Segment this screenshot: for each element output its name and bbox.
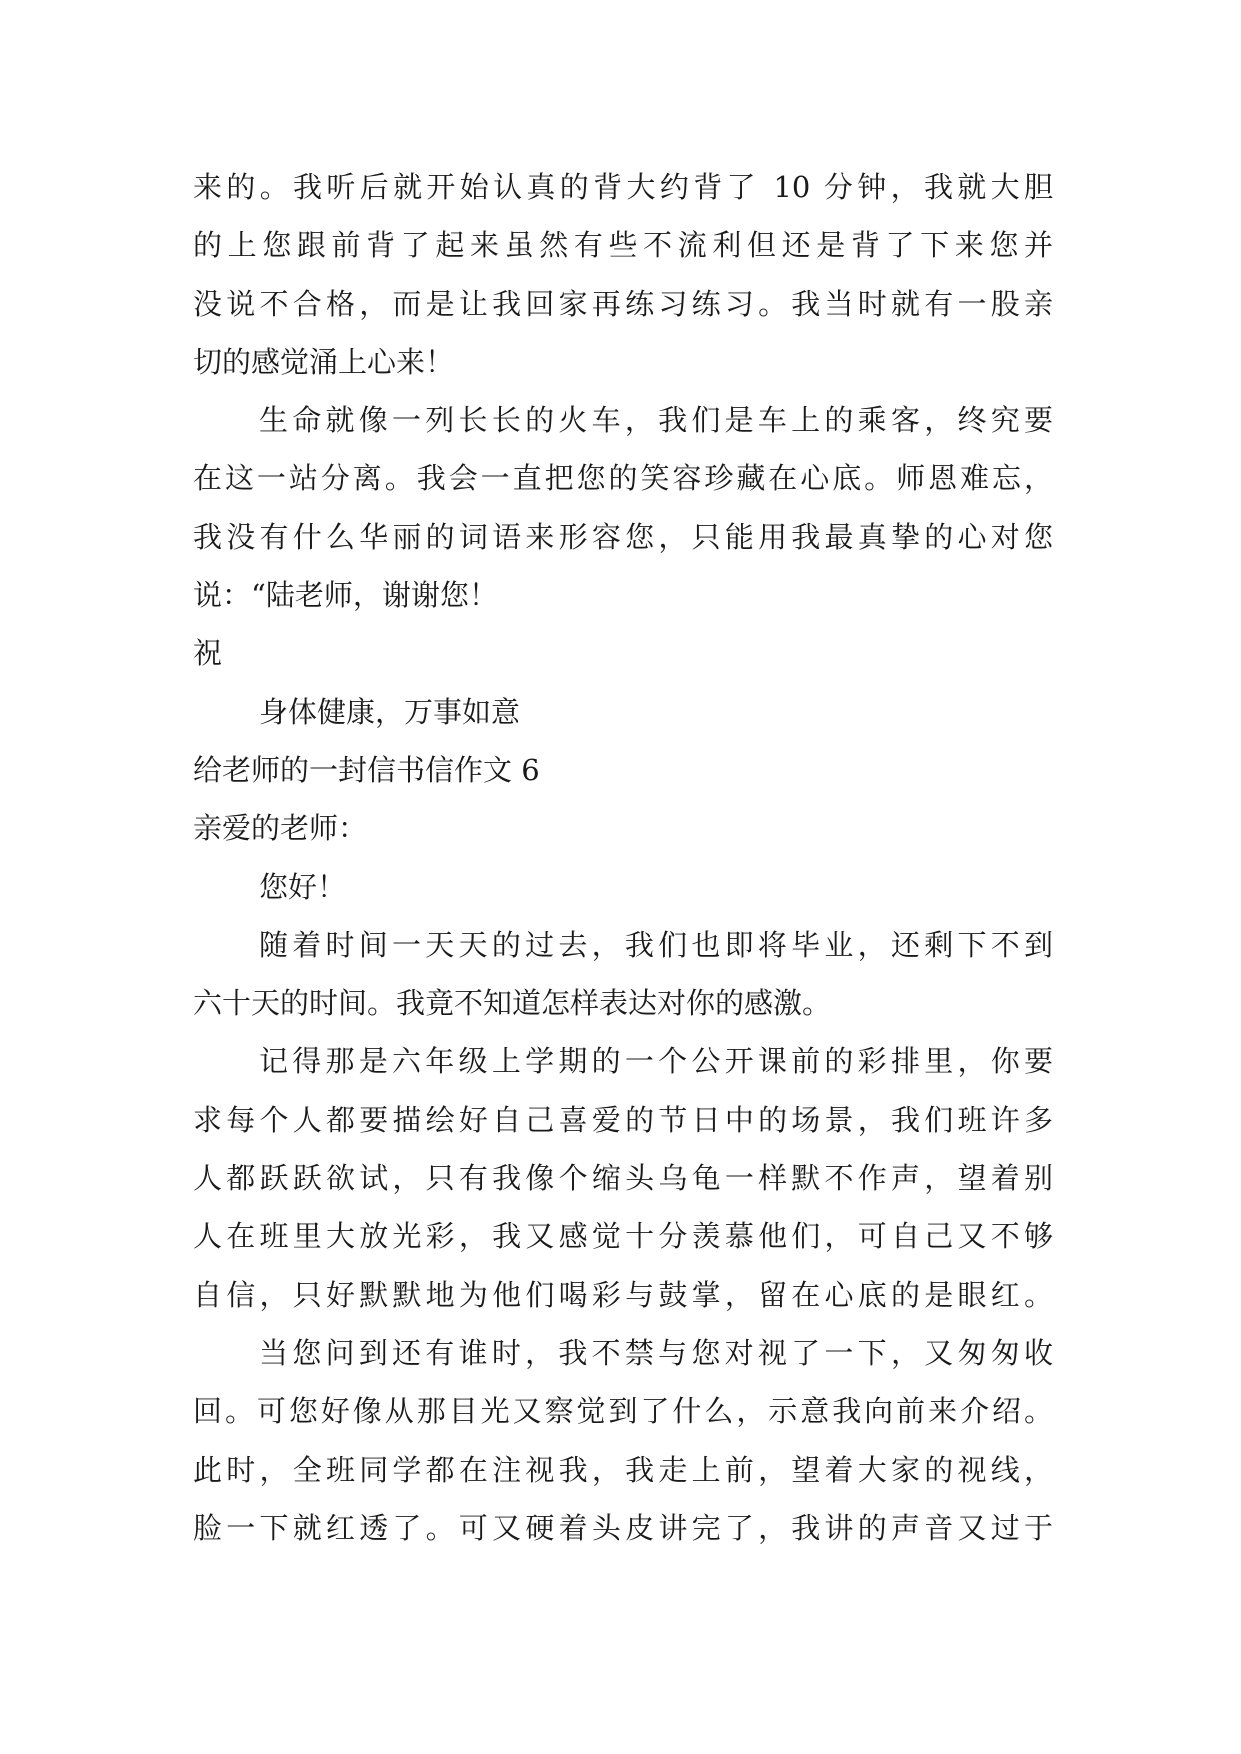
text-line: 我没有什么华丽的词语来形容您，只能用我最真挚的心对您 <box>193 519 1053 554</box>
closing-wish: 身体健康，万事如意 <box>259 694 521 729</box>
greeting-hello: 您好！ <box>259 869 347 904</box>
paragraph-start-line: 当您问到还有谁时，我不禁与您对视了一下，又匆匆收 <box>259 1335 1053 1370</box>
text-line: 人在班里大放光彩，我又感觉十分羡慕他们，可自己又不够 <box>193 1219 1053 1254</box>
text-line: 回。可您好像从那目光又察觉到了什么，示意我向前来介绍。 <box>193 1394 1053 1429</box>
section-title: 给老师的一封信书信作文 6 <box>193 752 540 787</box>
text-line: 没说不合格，而是让我回家再练习练习。我当时就有一股亲 <box>193 286 1053 321</box>
text-line: 求每个人都要描绘好自己喜爱的节日中的场景，我们班许多 <box>193 1102 1053 1137</box>
letter-body <box>193 158 1053 1557</box>
text-line: 人都跃跃欲试，只有我像个缩头乌龟一样默不作声，望着别 <box>193 1161 1053 1196</box>
text-line: 六十天的时间。我竟不知道怎样表达对你的感激。 <box>193 986 832 1021</box>
text-line: 自信，只好默默地为他们喝彩与鼓掌，留在心底的是眼红。 <box>193 1277 1053 1312</box>
text-line: 的上您跟前背了起来虽然有些不流利但还是背了下来您并 <box>193 228 1053 263</box>
paragraph-start-line: 记得那是六年级上学期的一个公开课前的彩排里，你要 <box>259 1044 1053 1079</box>
text-line: 来的。我听后就开始认真的背大约背了 10 分钟，我就大胆 <box>193 170 1053 204</box>
text-line: 在这一站分离。我会一直把您的笑容珍藏在心底。师恩难忘， <box>193 461 1053 496</box>
paragraph-start-line: 生命就像一列长长的火车，我们是车上的乘客，终究要 <box>259 403 1053 438</box>
closing-salutation: 祝 <box>193 636 223 671</box>
letter-greeting: 亲爱的老师： <box>193 811 368 846</box>
text-line: 说：“陆老师，谢谢您！ <box>193 578 498 613</box>
text-line: 切的感觉涌上心来！ <box>193 344 455 379</box>
text-line: 脸一下就红透了。可又硬着头皮讲完了，我讲的声音又过于 <box>193 1510 1053 1545</box>
paragraph-start-line: 随着时间一天天的过去，我们也即将毕业，还剩下不到 <box>259 927 1053 962</box>
text-line: 此时，全班同学都在注视我，我走上前，望着大家的视线， <box>193 1452 1053 1487</box>
